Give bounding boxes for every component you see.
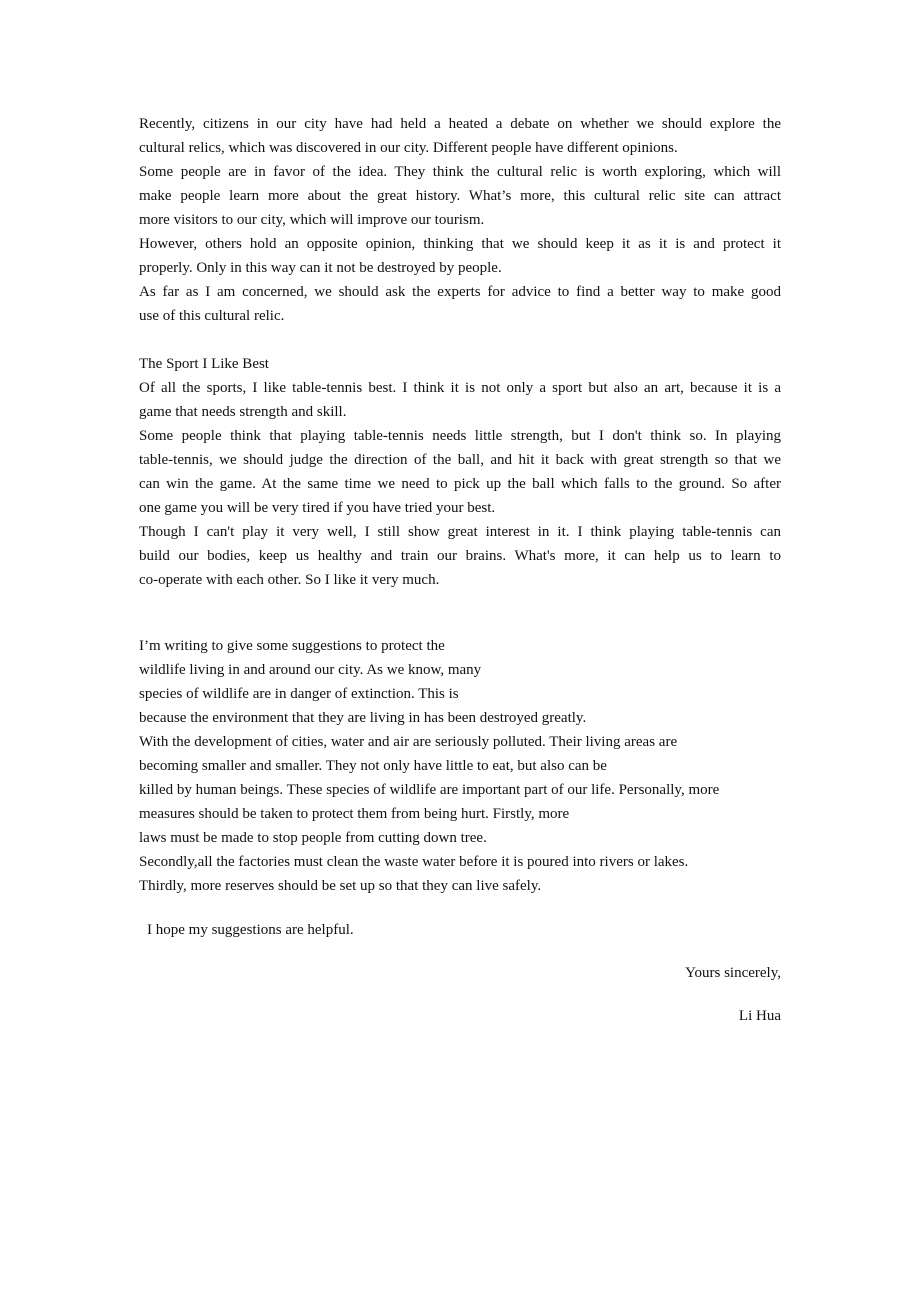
essay1-line: more visitors to our city, which will improve our tourism. [139, 212, 485, 228]
document-page [139, 112, 781, 1028]
essay3-line: becoming smaller and smaller. They not only have little to eat, but also can be [139, 758, 607, 774]
essay3-line: killed by human beings. These species of wildlife are important part of our life. Personally, more [139, 782, 720, 798]
essay2-line: Though I can't play it very well, I still show great interest in it. I think playing table-tennis can [139, 524, 781, 540]
essay-cultural-relics [139, 112, 781, 328]
essay2-line: game that needs strength and skill. [139, 404, 347, 420]
essay2-line: can win the game. At the same time we need to pick up the ball which falls to the ground. So after [139, 476, 781, 492]
essay1-line: make people learn more about the great history. What’s more, this cultural relic site can attract [139, 188, 781, 204]
essay3-line: With the development of cities, water and air are seriously polluted. Their living areas are [139, 734, 678, 750]
essay1-line: use of this cultural relic. [139, 308, 285, 324]
paragraph-gap [139, 592, 781, 634]
essay2-line: Of all the sports, I like table-tennis best. I think it is not only a sport but also an art, because it is a [139, 380, 781, 396]
essay1-line: Some people are in favor of the idea. They think the cultural relic is worth exploring, which will [139, 164, 781, 180]
essay3-line: measures should be taken to protect them from being hurt. Firstly, more [139, 806, 570, 822]
essay2-line: Some people think that playing table-tennis needs little strength, but I don't think so. In playing [139, 428, 781, 444]
essay3-line: because the environment that they are living in has been destroyed greatly. [139, 710, 587, 726]
essay-wildlife-letter [139, 634, 781, 1028]
essay1-line: As far as I am concerned, we should ask the experts for advice to find a better way to make good [139, 284, 781, 300]
paragraph-gap [139, 328, 781, 352]
essay3-line: wildlife living in and around our city. As we know, many [139, 662, 482, 678]
essay3-line: Secondly,all the factories must clean the waste water before it is poured into rivers or lakes. [139, 854, 689, 870]
essay1-line: Recently, citizens in our city have had held a heated a debate on whether we should explore the [139, 116, 781, 132]
essay2-title: The Sport I Like Best [139, 356, 269, 372]
essay1-line: properly. Only in this way can it not be destroyed by people. [139, 260, 502, 276]
letter-closing: Yours sincerely, [685, 965, 781, 981]
essay3-line: laws must be made to stop people from cutting down tree. [139, 830, 487, 846]
essay2-line: table-tennis, we should judge the direction of the ball, and hit it back with great strength so that we [139, 452, 781, 468]
essay2-line: co-operate with each other. So I like it very much. [139, 572, 440, 588]
essay2-line: build our bodies, keep us healthy and train our brains. What's more, it can help us to learn to [139, 548, 781, 564]
letter-signature: Li Hua [738, 1008, 781, 1024]
letter-hope-line: I hope my suggestions are helpful. [147, 922, 354, 938]
essay3-line: Thirdly, more reserves should be set up so that they can live safely. [139, 878, 542, 894]
essay2-line: one game you will be very tired if you have tried your best. [139, 500, 496, 516]
essay1-line: However, others hold an opposite opinion, thinking that we should keep it as it is and protect it [139, 236, 781, 252]
essay1-line: cultural relics, which was discovered in our city. Different people have different opinions. [139, 140, 678, 156]
essay-sport [139, 352, 781, 592]
essay3-line: species of wildlife are in danger of extinction. This is [139, 686, 459, 702]
essay3-line: I’m writing to give some suggestions to protect the [139, 638, 445, 654]
